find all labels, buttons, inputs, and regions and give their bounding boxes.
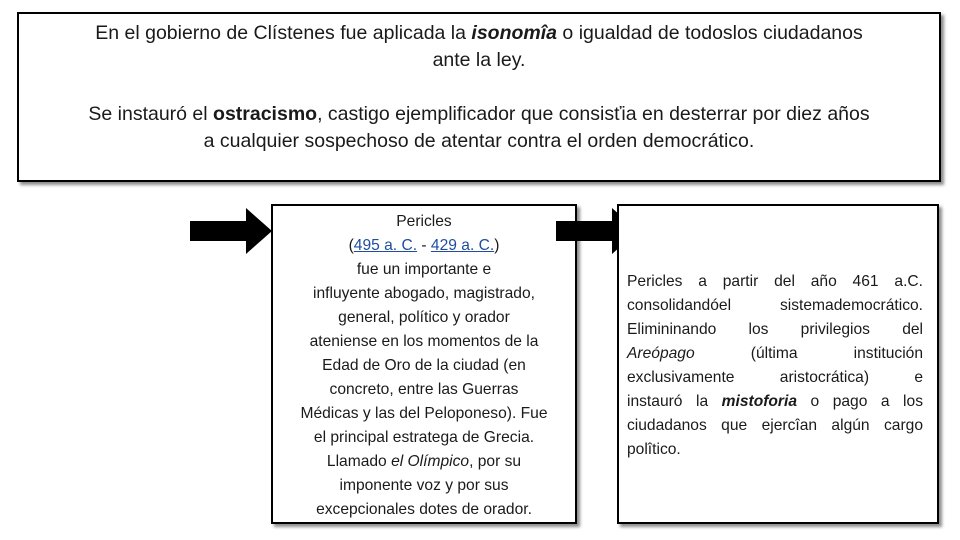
bio-line-10: imponente voz y por sus bbox=[339, 477, 509, 494]
reform-line-1: Pericles a partir del año 461 a.C. bbox=[627, 273, 923, 290]
bio-line-7: Médicas y las del Peloponeso). Fue bbox=[300, 405, 548, 422]
pericles-title: Pericles bbox=[396, 213, 452, 230]
bio-line-8: el principal estratega de Grecia. bbox=[313, 429, 535, 446]
reform-line-5: exclusivamente aristocrática) e bbox=[627, 369, 923, 386]
bio-line-11: excepcionales dotes de orador. bbox=[316, 501, 532, 518]
pericles-reforms-box bbox=[617, 204, 939, 524]
isonomia-text-1: En el gobierno de Clístenes fue aplicada la bbox=[95, 22, 472, 44]
right-arrow-icon bbox=[190, 206, 272, 256]
isonomia-paragraph bbox=[29, 20, 929, 74]
isonomia-term: isonomîa bbox=[471, 22, 558, 44]
bio-line-9: Llamado el Olímpico, por su bbox=[326, 453, 522, 470]
bio-line-6: concreto, entre las Guerras bbox=[329, 381, 519, 398]
ostracismo-text-3: a cualquier sospechoso de atentar contra el orden democrático. bbox=[203, 130, 755, 152]
ostracismo-term: ostracismo bbox=[213, 103, 318, 125]
date-end-link[interactable]: 429 a. C. bbox=[430, 237, 495, 254]
reform-line-3: Elimininando los privilegios del bbox=[627, 321, 923, 338]
top-text-box bbox=[17, 12, 941, 182]
bio-line-3: general, político y orador bbox=[338, 309, 510, 326]
areopago-term: Areópago bbox=[627, 345, 695, 362]
bio-line-5: Edad de Oro de la ciudad (en bbox=[322, 357, 526, 374]
mistoforia-term: mistoforia bbox=[721, 393, 798, 410]
reform-line-4: Areópago (última institución bbox=[627, 345, 923, 362]
pericles-bio-box bbox=[271, 204, 577, 524]
reform-line-2: consolidandóel sistemademocrático. bbox=[627, 297, 923, 314]
reform-line-8: polîtico. bbox=[627, 441, 681, 458]
pericles-dates: (495 a. C. - 429 a. C.) bbox=[348, 237, 500, 254]
bio-line-2: influyente abogado, magistrado, bbox=[313, 285, 535, 302]
ostracismo-paragraph bbox=[29, 101, 929, 155]
reform-line-7: ciudadanos que ejercîan algún cargo bbox=[627, 417, 923, 434]
reform-line-6: instauró la mistoforia o pago a los bbox=[627, 393, 923, 410]
ostracismo-text-1: Se instauró el bbox=[88, 103, 214, 125]
date-start-link[interactable]: 495 a. C. bbox=[353, 237, 418, 254]
bio-line-4: ateniense en los momentos de la bbox=[309, 333, 539, 350]
olimpico-term: el Olímpico bbox=[391, 453, 470, 470]
isonomia-text-3: ante la ley. bbox=[432, 49, 526, 71]
ostracismo-text-2: , castigo ejemplificador que consisťia en desterrar por diez años bbox=[317, 103, 870, 125]
isonomia-text-2: o igualdad de todoslos ciudadanos bbox=[557, 22, 863, 44]
bio-line-1: fue un importante e bbox=[356, 261, 492, 278]
